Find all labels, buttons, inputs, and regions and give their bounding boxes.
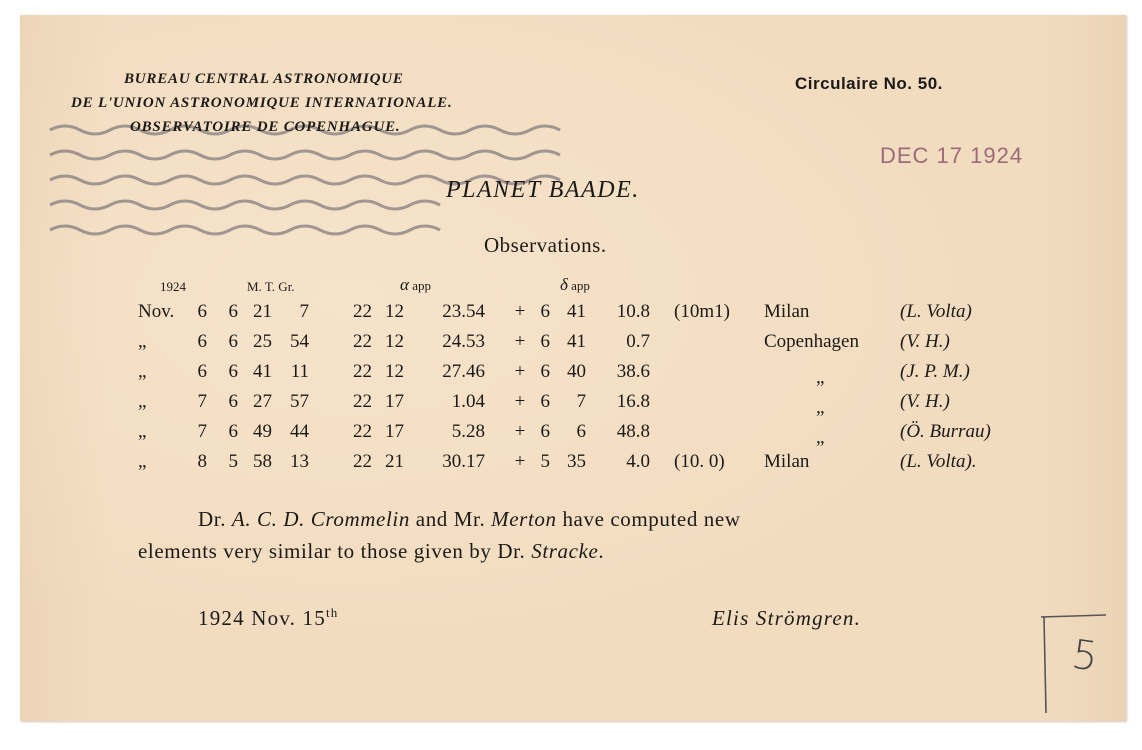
- cell-place: „: [816, 427, 825, 448]
- cell-m: 27: [253, 391, 272, 412]
- cell-h: 6: [228, 301, 238, 322]
- page-title: PLANET BAADE.: [446, 177, 640, 203]
- col-header-ra: [400, 275, 431, 295]
- name-crommelin: A. C. D. Crommelin: [231, 507, 410, 531]
- cell-place: Copenhagen: [764, 331, 859, 352]
- cell-place: „: [816, 367, 825, 388]
- cell-observer: (V. H.): [900, 331, 950, 352]
- cell-day: 7: [197, 421, 207, 442]
- para-text-4: elements very similar to those given by Dr.: [138, 539, 532, 563]
- cell-dec-d: 6: [540, 421, 550, 442]
- name-merton: Merton: [491, 507, 557, 531]
- circular-number: Circulaire No. 50.: [795, 74, 943, 93]
- cell-ra-m: 12: [385, 361, 404, 382]
- cell-sign: +: [514, 331, 526, 352]
- footer-date: [198, 605, 338, 631]
- ra-suffix: app: [412, 278, 431, 293]
- cell-h: 6: [228, 391, 238, 412]
- cell-place: „: [816, 397, 825, 418]
- para-text-1: Dr.: [198, 507, 232, 531]
- cell-sign: +: [514, 391, 526, 412]
- cell-dec-d: 6: [540, 301, 550, 322]
- cell-s: 54: [290, 331, 309, 352]
- cell-ra-h: 22: [353, 301, 372, 322]
- cell-month: „: [138, 331, 147, 352]
- cell-mag: (10. 0): [674, 451, 725, 472]
- cell-h: 6: [228, 421, 238, 442]
- cell-day: 6: [197, 331, 207, 352]
- header-line-3: OBSERVATOIRE DE COPENHAGUE.: [130, 119, 401, 135]
- para-text-2: and Mr.: [409, 507, 492, 531]
- cell-place: Milan: [764, 451, 810, 472]
- cell-s: 11: [290, 361, 309, 382]
- cell-h: 6: [228, 361, 238, 382]
- cell-m: 41: [253, 361, 272, 382]
- cell-month: Nov.: [138, 301, 175, 322]
- para-text-3: have computed new: [556, 507, 741, 531]
- cell-day: 7: [197, 391, 207, 412]
- cell-ra-s: 27.46: [442, 361, 485, 382]
- cell-ra-h: 22: [353, 331, 372, 352]
- cell-m: 49: [253, 421, 272, 442]
- header-line-1: BUREAU CENTRAL ASTRONOMIQUE: [124, 71, 404, 87]
- cell-s: 7: [299, 301, 309, 322]
- cell-m: 21: [253, 301, 272, 322]
- col-header-year: 1924: [160, 279, 186, 294]
- cell-h: 5: [228, 451, 238, 472]
- cell-sign: +: [514, 361, 526, 382]
- cell-dec-s: 0.7: [626, 331, 650, 352]
- cell-dec-d: 6: [540, 331, 550, 352]
- col-header-dec: [560, 275, 590, 295]
- cell-month: „: [138, 421, 147, 442]
- cell-dec-m: 6: [576, 421, 586, 442]
- col-header-time: M. T. Gr.: [247, 279, 295, 294]
- cell-ra-m: 12: [385, 331, 404, 352]
- cell-ra-s: 5.28: [451, 421, 485, 442]
- cell-dec-s: 48.8: [616, 421, 650, 442]
- cell-sign: +: [514, 421, 526, 442]
- cell-sign: +: [514, 301, 526, 322]
- cell-day: 6: [197, 301, 207, 322]
- cell-ra-s: 30.17: [442, 451, 485, 472]
- cell-ra-m: 21: [385, 451, 404, 472]
- page-subtitle: Observations.: [484, 233, 607, 257]
- cell-ra-h: 22: [353, 421, 372, 442]
- cell-dec-s: 10.8: [616, 301, 650, 322]
- cell-observer: (L. Volta).: [900, 451, 977, 472]
- paragraph-line-2: [138, 539, 604, 564]
- header-line-2: DE L'UNION ASTRONOMIQUE INTERNATIONALE.: [71, 95, 453, 111]
- cell-ra-s: 24.53: [442, 331, 485, 352]
- cell-ra-h: 22: [353, 451, 372, 472]
- footer-date-sup: th: [325, 605, 339, 620]
- cell-ra-m: 12: [385, 301, 404, 322]
- cell-dec-d: 6: [540, 361, 550, 382]
- cell-observer: (Ö. Burrau): [900, 421, 991, 442]
- cell-s: 57: [290, 391, 309, 412]
- cell-dec-m: 40: [567, 361, 586, 382]
- cell-dec-m: 41: [567, 331, 586, 352]
- cell-m: 58: [253, 451, 272, 472]
- cell-dec-m: 41: [567, 301, 586, 322]
- date-stamp: DEC 17 1924: [880, 143, 1024, 168]
- footer-date-main: 1924 Nov. 15: [198, 606, 326, 630]
- postcard: [20, 15, 1126, 721]
- para-text-5: .: [598, 539, 605, 563]
- cell-dec-s: 4.0: [626, 451, 650, 472]
- cell-observer: (V. H.): [900, 391, 950, 412]
- cell-month: „: [138, 361, 147, 382]
- cell-mag: (10m1): [674, 301, 730, 322]
- name-stracke: Stracke: [531, 539, 599, 563]
- cell-m: 25: [253, 331, 272, 352]
- cell-dec-m: 7: [576, 391, 586, 412]
- cell-ra-s: 1.04: [451, 391, 485, 412]
- cell-day: 8: [197, 451, 207, 472]
- cell-observer: (J. P. M.): [900, 361, 970, 382]
- cell-dec-m: 35: [567, 451, 586, 472]
- cell-ra-s: 23.54: [442, 301, 485, 322]
- cell-ra-m: 17: [385, 421, 404, 442]
- cell-observer: (L. Volta): [900, 301, 972, 322]
- cell-month: „: [138, 451, 147, 472]
- cell-place: Milan: [764, 301, 810, 322]
- cell-month: „: [138, 391, 147, 412]
- ra-symbol: α: [400, 275, 409, 294]
- cell-h: 6: [228, 331, 238, 352]
- paragraph-line-1: [198, 507, 741, 532]
- cell-ra-h: 22: [353, 391, 372, 412]
- pencil-mark-number: 5: [1068, 631, 1101, 681]
- dec-symbol: δ: [560, 275, 568, 294]
- cell-dec-s: 16.8: [616, 391, 650, 412]
- cell-ra-m: 17: [385, 391, 404, 412]
- dec-suffix: app: [571, 278, 590, 293]
- cell-s: 44: [290, 421, 309, 442]
- cell-dec-d: 6: [540, 391, 550, 412]
- cell-ra-h: 22: [353, 361, 372, 382]
- cell-dec-d: 5: [540, 451, 550, 472]
- cell-s: 13: [290, 451, 309, 472]
- signature: Elis Strömgren.: [712, 606, 862, 630]
- cell-day: 6: [197, 361, 207, 382]
- cell-sign: +: [514, 451, 526, 472]
- cell-dec-s: 38.6: [616, 361, 650, 382]
